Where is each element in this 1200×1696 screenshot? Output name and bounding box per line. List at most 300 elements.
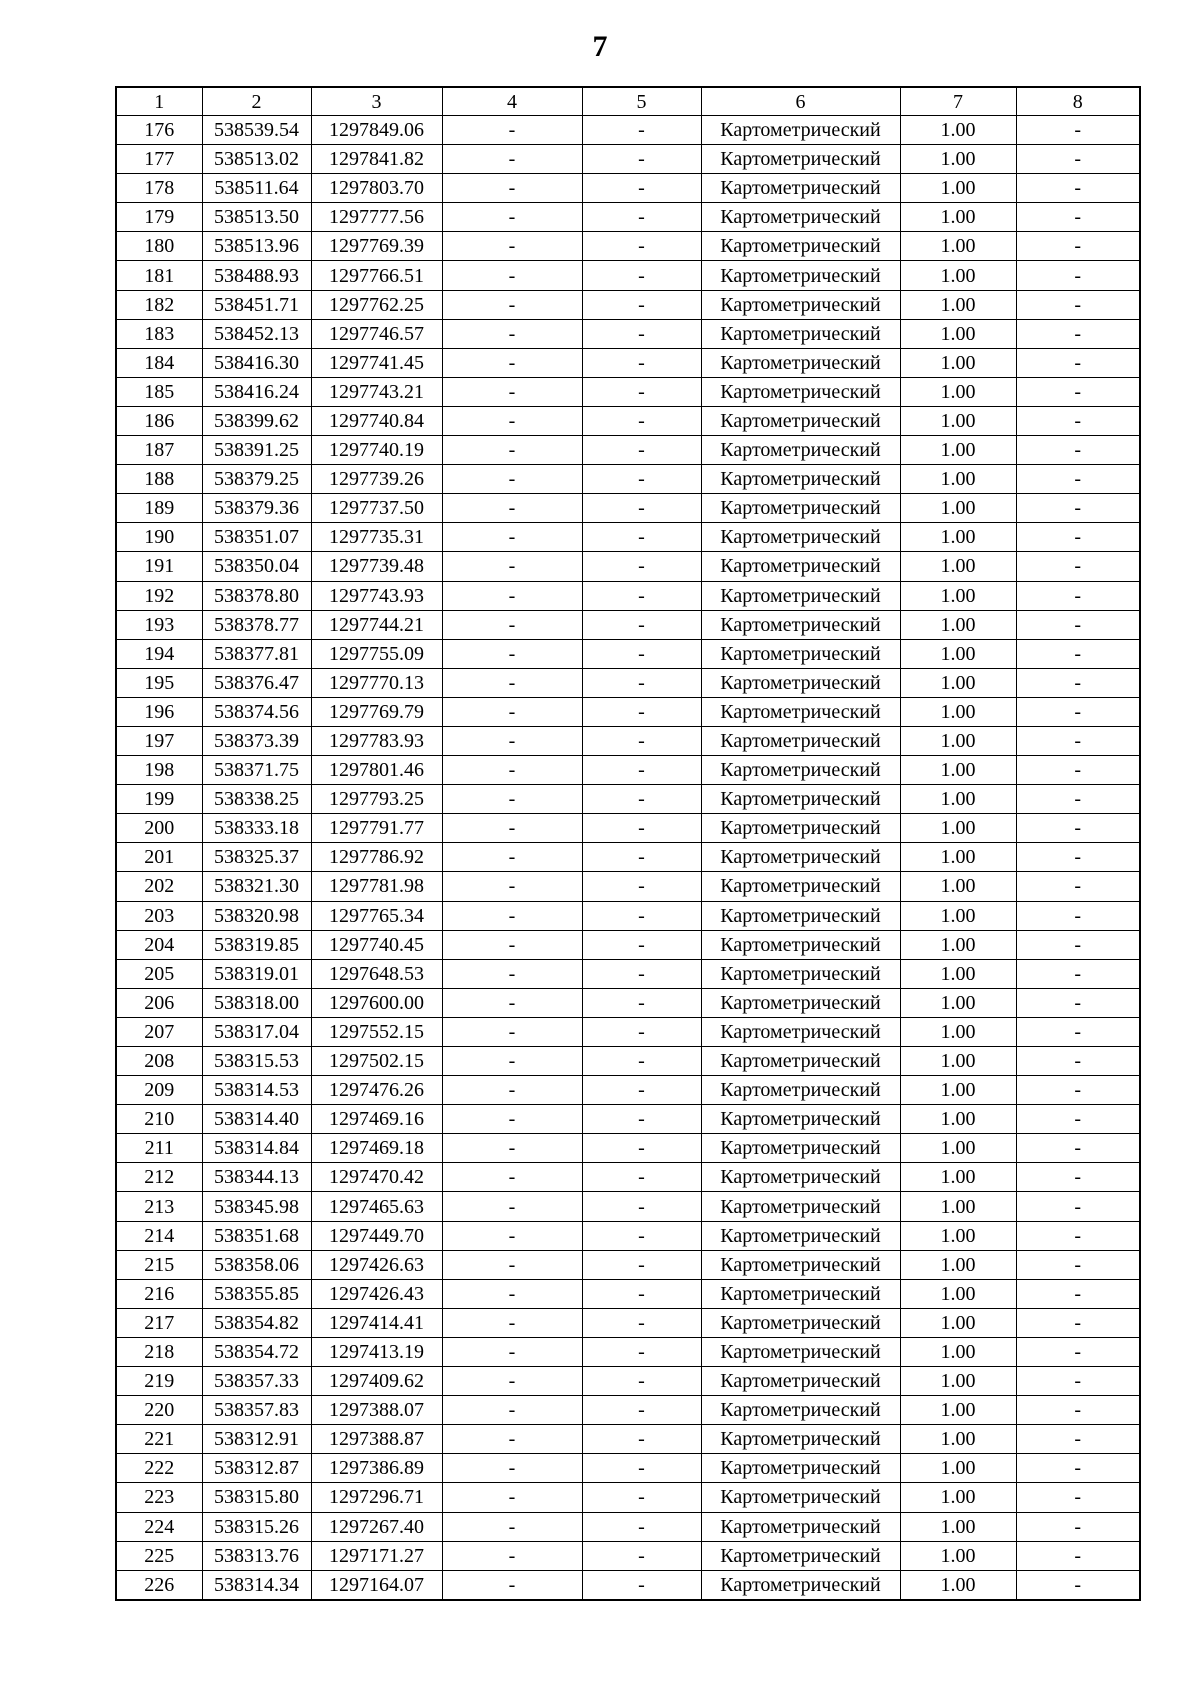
table-row (116, 1076, 1140, 1105)
cell-point-number: 197 (116, 726, 202, 755)
cell-coord-y: 1297841.82 (311, 145, 442, 174)
cell-coord-y: 1297470.42 (311, 1163, 442, 1192)
cell-coord-y: 1297769.79 (311, 697, 442, 726)
cell-col-5: - (582, 552, 701, 581)
cell-col-4: - (442, 581, 582, 610)
cell-point-number: 204 (116, 930, 202, 959)
cell-col-8: - (1016, 1250, 1140, 1279)
table-row (116, 290, 1140, 319)
cell-col-4: - (442, 145, 582, 174)
cell-col-8: - (1016, 203, 1140, 232)
cell-col-8: - (1016, 1192, 1140, 1221)
cell-accuracy: 1.00 (900, 1570, 1016, 1600)
cell-coord-x: 538376.47 (202, 668, 311, 697)
cell-col-4: - (442, 1570, 582, 1600)
cell-coord-y: 1297744.21 (311, 610, 442, 639)
cell-method: Картометрический (701, 843, 900, 872)
cell-accuracy: 1.00 (900, 145, 1016, 174)
cell-coord-x: 538344.13 (202, 1163, 311, 1192)
cell-col-4: - (442, 930, 582, 959)
cell-coord-y: 1297781.98 (311, 872, 442, 901)
header-cell-4: 4 (442, 87, 582, 116)
cell-point-number: 195 (116, 668, 202, 697)
cell-coord-y: 1297465.63 (311, 1192, 442, 1221)
cell-col-4: - (442, 1017, 582, 1046)
cell-col-4: - (442, 1308, 582, 1337)
cell-col-5: - (582, 988, 701, 1017)
cell-col-8: - (1016, 843, 1140, 872)
cell-coord-y: 1297735.31 (311, 523, 442, 552)
cell-col-8: - (1016, 436, 1140, 465)
cell-col-8: - (1016, 1454, 1140, 1483)
cell-col-5: - (582, 523, 701, 552)
cell-coord-y: 1297766.51 (311, 261, 442, 290)
cell-method: Картометрический (701, 552, 900, 581)
cell-method: Картометрический (701, 1250, 900, 1279)
cell-coord-y: 1297777.56 (311, 203, 442, 232)
cell-col-8: - (1016, 901, 1140, 930)
table-row (116, 377, 1140, 406)
cell-accuracy: 1.00 (900, 203, 1016, 232)
cell-point-number: 215 (116, 1250, 202, 1279)
cell-accuracy: 1.00 (900, 814, 1016, 843)
cell-coord-y: 1297476.26 (311, 1076, 442, 1105)
cell-coord-x: 538319.01 (202, 959, 311, 988)
cell-coord-y: 1297164.07 (311, 1570, 442, 1600)
cell-method: Картометрический (701, 1192, 900, 1221)
cell-accuracy: 1.00 (900, 494, 1016, 523)
cell-point-number: 208 (116, 1047, 202, 1076)
table-row (116, 930, 1140, 959)
cell-point-number: 202 (116, 872, 202, 901)
cell-col-5: - (582, 232, 701, 261)
cell-col-4: - (442, 523, 582, 552)
cell-col-5: - (582, 494, 701, 523)
cell-method: Картометрический (701, 116, 900, 145)
cell-point-number: 222 (116, 1454, 202, 1483)
cell-col-4: - (442, 1483, 582, 1512)
cell-point-number: 219 (116, 1367, 202, 1396)
cell-accuracy: 1.00 (900, 726, 1016, 755)
cell-coord-y: 1297388.07 (311, 1396, 442, 1425)
cell-col-5: - (582, 785, 701, 814)
cell-point-number: 178 (116, 174, 202, 203)
cell-coord-y: 1297267.40 (311, 1512, 442, 1541)
cell-coord-x: 538317.04 (202, 1017, 311, 1046)
cell-point-number: 224 (116, 1512, 202, 1541)
cell-coord-x: 538315.53 (202, 1047, 311, 1076)
cell-col-4: - (442, 552, 582, 581)
cell-point-number: 225 (116, 1541, 202, 1570)
cell-point-number: 203 (116, 901, 202, 930)
cell-coord-x: 538379.36 (202, 494, 311, 523)
cell-col-5: - (582, 581, 701, 610)
cell-method: Картометрический (701, 1454, 900, 1483)
cell-accuracy: 1.00 (900, 581, 1016, 610)
cell-col-8: - (1016, 1396, 1140, 1425)
cell-coord-x: 538320.98 (202, 901, 311, 930)
cell-col-4: - (442, 1396, 582, 1425)
cell-method: Картометрический (701, 203, 900, 232)
table-row (116, 174, 1140, 203)
cell-col-8: - (1016, 1308, 1140, 1337)
cell-coord-y: 1297740.84 (311, 406, 442, 435)
cell-method: Картометрический (701, 988, 900, 1017)
cell-coord-y: 1297296.71 (311, 1483, 442, 1512)
cell-coord-y: 1297743.93 (311, 581, 442, 610)
cell-method: Картометрический (701, 901, 900, 930)
table-row (116, 1483, 1140, 1512)
cell-method: Картометрический (701, 1541, 900, 1570)
cell-method: Картометрический (701, 1396, 900, 1425)
cell-coord-x: 538488.93 (202, 261, 311, 290)
cell-col-5: - (582, 1367, 701, 1396)
header-cell-7: 7 (900, 87, 1016, 116)
cell-col-4: - (442, 1047, 582, 1076)
cell-method: Картометрический (701, 1512, 900, 1541)
cell-point-number: 182 (116, 290, 202, 319)
cell-col-8: - (1016, 610, 1140, 639)
cell-coord-x: 538511.64 (202, 174, 311, 203)
cell-col-4: - (442, 1192, 582, 1221)
cell-coord-x: 538513.50 (202, 203, 311, 232)
cell-col-4: - (442, 785, 582, 814)
cell-col-4: - (442, 610, 582, 639)
cell-col-5: - (582, 697, 701, 726)
cell-accuracy: 1.00 (900, 174, 1016, 203)
cell-coord-y: 1297746.57 (311, 319, 442, 348)
cell-col-8: - (1016, 1367, 1140, 1396)
cell-method: Картометрический (701, 1425, 900, 1454)
cell-col-5: - (582, 1047, 701, 1076)
header-cell-8: 8 (1016, 87, 1140, 116)
cell-point-number: 177 (116, 145, 202, 174)
cell-coord-y: 1297739.26 (311, 465, 442, 494)
table-row (116, 261, 1140, 290)
cell-col-4: - (442, 465, 582, 494)
cell-coord-y: 1297791.77 (311, 814, 442, 843)
cell-col-8: - (1016, 552, 1140, 581)
cell-point-number: 189 (116, 494, 202, 523)
table-row (116, 1337, 1140, 1366)
cell-col-5: - (582, 465, 701, 494)
cell-col-5: - (582, 174, 701, 203)
cell-method: Картометрический (701, 436, 900, 465)
cell-accuracy: 1.00 (900, 1134, 1016, 1163)
cell-coord-y: 1297743.21 (311, 377, 442, 406)
table-row (116, 1221, 1140, 1250)
cell-point-number: 221 (116, 1425, 202, 1454)
table-row (116, 319, 1140, 348)
cell-col-8: - (1016, 697, 1140, 726)
table-row (116, 639, 1140, 668)
cell-method: Картометрический (701, 1105, 900, 1134)
cell-accuracy: 1.00 (900, 668, 1016, 697)
table-row (116, 1396, 1140, 1425)
cell-accuracy: 1.00 (900, 901, 1016, 930)
cell-col-8: - (1016, 145, 1140, 174)
table-row (116, 843, 1140, 872)
cell-col-8: - (1016, 232, 1140, 261)
cell-accuracy: 1.00 (900, 785, 1016, 814)
cell-accuracy: 1.00 (900, 930, 1016, 959)
cell-coord-x: 538333.18 (202, 814, 311, 843)
cell-point-number: 187 (116, 436, 202, 465)
cell-col-8: - (1016, 465, 1140, 494)
cell-col-5: - (582, 872, 701, 901)
cell-col-8: - (1016, 1105, 1140, 1134)
cell-col-5: - (582, 1512, 701, 1541)
cell-col-8: - (1016, 814, 1140, 843)
cell-coord-x: 538357.83 (202, 1396, 311, 1425)
cell-point-number: 192 (116, 581, 202, 610)
table-row (116, 1541, 1140, 1570)
cell-coord-y: 1297388.87 (311, 1425, 442, 1454)
cell-point-number: 196 (116, 697, 202, 726)
cell-accuracy: 1.00 (900, 116, 1016, 145)
cell-method: Картометрический (701, 1134, 900, 1163)
cell-point-number: 213 (116, 1192, 202, 1221)
cell-method: Картометрический (701, 494, 900, 523)
cell-coord-x: 538416.24 (202, 377, 311, 406)
cell-accuracy: 1.00 (900, 639, 1016, 668)
cell-col-5: - (582, 959, 701, 988)
cell-col-4: - (442, 1221, 582, 1250)
cell-col-4: - (442, 1367, 582, 1396)
table-row (116, 1512, 1140, 1541)
cell-coord-x: 538513.96 (202, 232, 311, 261)
cell-col-4: - (442, 406, 582, 435)
table-row (116, 785, 1140, 814)
cell-point-number: 194 (116, 639, 202, 668)
cell-accuracy: 1.00 (900, 436, 1016, 465)
cell-col-8: - (1016, 1076, 1140, 1105)
cell-coord-y: 1297803.70 (311, 174, 442, 203)
cell-coord-x: 538312.91 (202, 1425, 311, 1454)
cell-point-number: 209 (116, 1076, 202, 1105)
cell-point-number: 176 (116, 116, 202, 145)
table-row (116, 1163, 1140, 1192)
table-row (116, 872, 1140, 901)
cell-col-5: - (582, 726, 701, 755)
table-row (116, 348, 1140, 377)
cell-point-number: 198 (116, 756, 202, 785)
cell-col-4: - (442, 1279, 582, 1308)
cell-method: Картометрический (701, 1047, 900, 1076)
cell-col-4: - (442, 348, 582, 377)
cell-method: Картометрический (701, 697, 900, 726)
table-row (116, 1105, 1140, 1134)
cell-method: Картометрический (701, 872, 900, 901)
cell-col-4: - (442, 1076, 582, 1105)
cell-coord-x: 538374.56 (202, 697, 311, 726)
cell-point-number: 200 (116, 814, 202, 843)
cell-col-8: - (1016, 785, 1140, 814)
cell-col-4: - (442, 814, 582, 843)
cell-coord-y: 1297502.15 (311, 1047, 442, 1076)
cell-coord-y: 1297426.43 (311, 1279, 442, 1308)
cell-coord-y: 1297765.34 (311, 901, 442, 930)
cell-col-5: - (582, 930, 701, 959)
cell-coord-y: 1297849.06 (311, 116, 442, 145)
cell-col-4: - (442, 697, 582, 726)
cell-col-4: - (442, 1454, 582, 1483)
cell-method: Картометрический (701, 1308, 900, 1337)
cell-coord-x: 538338.25 (202, 785, 311, 814)
cell-col-4: - (442, 872, 582, 901)
cell-accuracy: 1.00 (900, 1047, 1016, 1076)
cell-col-8: - (1016, 1017, 1140, 1046)
cell-point-number: 211 (116, 1134, 202, 1163)
cell-point-number: 199 (116, 785, 202, 814)
cell-col-4: - (442, 436, 582, 465)
table-row (116, 232, 1140, 261)
cell-col-5: - (582, 319, 701, 348)
cell-method: Картометрический (701, 1221, 900, 1250)
cell-col-5: - (582, 1134, 701, 1163)
cell-coord-x: 538325.37 (202, 843, 311, 872)
table-row (116, 610, 1140, 639)
cell-col-8: - (1016, 1512, 1140, 1541)
cell-method: Картометрический (701, 523, 900, 552)
cell-method: Картометрический (701, 668, 900, 697)
cell-accuracy: 1.00 (900, 1279, 1016, 1308)
cell-point-number: 226 (116, 1570, 202, 1600)
cell-point-number: 179 (116, 203, 202, 232)
cell-method: Картометрический (701, 930, 900, 959)
cell-coord-x: 538314.40 (202, 1105, 311, 1134)
cell-col-5: - (582, 1396, 701, 1425)
cell-accuracy: 1.00 (900, 1337, 1016, 1366)
cell-col-4: - (442, 174, 582, 203)
cell-point-number: 212 (116, 1163, 202, 1192)
table-row (116, 465, 1140, 494)
cell-col-4: - (442, 1134, 582, 1163)
cell-point-number: 214 (116, 1221, 202, 1250)
cell-coord-y: 1297552.15 (311, 1017, 442, 1046)
table-row (116, 1017, 1140, 1046)
cell-coord-y: 1297414.41 (311, 1308, 442, 1337)
cell-coord-x: 538452.13 (202, 319, 311, 348)
cell-coord-y: 1297783.93 (311, 726, 442, 755)
cell-method: Картометрический (701, 639, 900, 668)
cell-col-8: - (1016, 726, 1140, 755)
cell-point-number: 207 (116, 1017, 202, 1046)
cell-method: Картометрический (701, 1279, 900, 1308)
cell-coord-x: 538319.85 (202, 930, 311, 959)
cell-point-number: 201 (116, 843, 202, 872)
cell-method: Картометрический (701, 610, 900, 639)
table-row (116, 726, 1140, 755)
cell-col-4: - (442, 232, 582, 261)
cell-col-8: - (1016, 1134, 1140, 1163)
header-cell-2: 2 (202, 87, 311, 116)
cell-method: Картометрический (701, 406, 900, 435)
cell-col-4: - (442, 843, 582, 872)
cell-col-5: - (582, 116, 701, 145)
cell-col-4: - (442, 203, 582, 232)
cell-method: Картометрический (701, 581, 900, 610)
cell-accuracy: 1.00 (900, 406, 1016, 435)
cell-coord-y: 1297648.53 (311, 959, 442, 988)
cell-col-8: - (1016, 668, 1140, 697)
cell-accuracy: 1.00 (900, 348, 1016, 377)
cell-coord-x: 538314.34 (202, 1570, 311, 1600)
cell-col-8: - (1016, 1541, 1140, 1570)
cell-coord-x: 538358.06 (202, 1250, 311, 1279)
cell-accuracy: 1.00 (900, 377, 1016, 406)
cell-col-5: - (582, 1192, 701, 1221)
table-row (116, 203, 1140, 232)
cell-col-8: - (1016, 319, 1140, 348)
cell-accuracy: 1.00 (900, 261, 1016, 290)
cell-col-8: - (1016, 581, 1140, 610)
cell-point-number: 181 (116, 261, 202, 290)
cell-col-4: - (442, 726, 582, 755)
cell-coord-y: 1297469.18 (311, 1134, 442, 1163)
cell-accuracy: 1.00 (900, 1308, 1016, 1337)
cell-accuracy: 1.00 (900, 1105, 1016, 1134)
cell-coord-y: 1297737.50 (311, 494, 442, 523)
cell-col-5: - (582, 145, 701, 174)
cell-point-number: 185 (116, 377, 202, 406)
header-cell-5: 5 (582, 87, 701, 116)
cell-accuracy: 1.00 (900, 1076, 1016, 1105)
cell-coord-x: 538345.98 (202, 1192, 311, 1221)
cell-point-number: 223 (116, 1483, 202, 1512)
cell-coord-y: 1297741.45 (311, 348, 442, 377)
cell-coord-y: 1297786.92 (311, 843, 442, 872)
cell-coord-y: 1297600.00 (311, 988, 442, 1017)
cell-col-5: - (582, 1221, 701, 1250)
cell-col-8: - (1016, 1570, 1140, 1600)
cell-accuracy: 1.00 (900, 1221, 1016, 1250)
table-row (116, 756, 1140, 785)
cell-coord-x: 538373.39 (202, 726, 311, 755)
cell-method: Картометрический (701, 1017, 900, 1046)
cell-accuracy: 1.00 (900, 319, 1016, 348)
cell-col-5: - (582, 1250, 701, 1279)
cell-coord-y: 1297469.16 (311, 1105, 442, 1134)
cell-coord-y: 1297739.48 (311, 552, 442, 581)
cell-accuracy: 1.00 (900, 610, 1016, 639)
cell-col-5: - (582, 1570, 701, 1600)
cell-method: Картометрический (701, 145, 900, 174)
cell-coord-y: 1297762.25 (311, 290, 442, 319)
cell-point-number: 220 (116, 1396, 202, 1425)
cell-accuracy: 1.00 (900, 1367, 1016, 1396)
cell-col-5: - (582, 1425, 701, 1454)
cell-col-5: - (582, 814, 701, 843)
cell-col-5: - (582, 203, 701, 232)
cell-col-8: - (1016, 348, 1140, 377)
cell-method: Картометрический (701, 1076, 900, 1105)
cell-col-5: - (582, 901, 701, 930)
cell-col-4: - (442, 1512, 582, 1541)
cell-col-5: - (582, 1483, 701, 1512)
table-row (116, 436, 1140, 465)
cell-coord-y: 1297770.13 (311, 668, 442, 697)
cell-point-number: 206 (116, 988, 202, 1017)
table-row (116, 1570, 1140, 1600)
cell-col-5: - (582, 756, 701, 785)
cell-coord-y: 1297801.46 (311, 756, 442, 785)
cell-col-8: - (1016, 959, 1140, 988)
cell-col-4: - (442, 1163, 582, 1192)
table-row (116, 145, 1140, 174)
cell-accuracy: 1.00 (900, 552, 1016, 581)
cell-accuracy: 1.00 (900, 1017, 1016, 1046)
